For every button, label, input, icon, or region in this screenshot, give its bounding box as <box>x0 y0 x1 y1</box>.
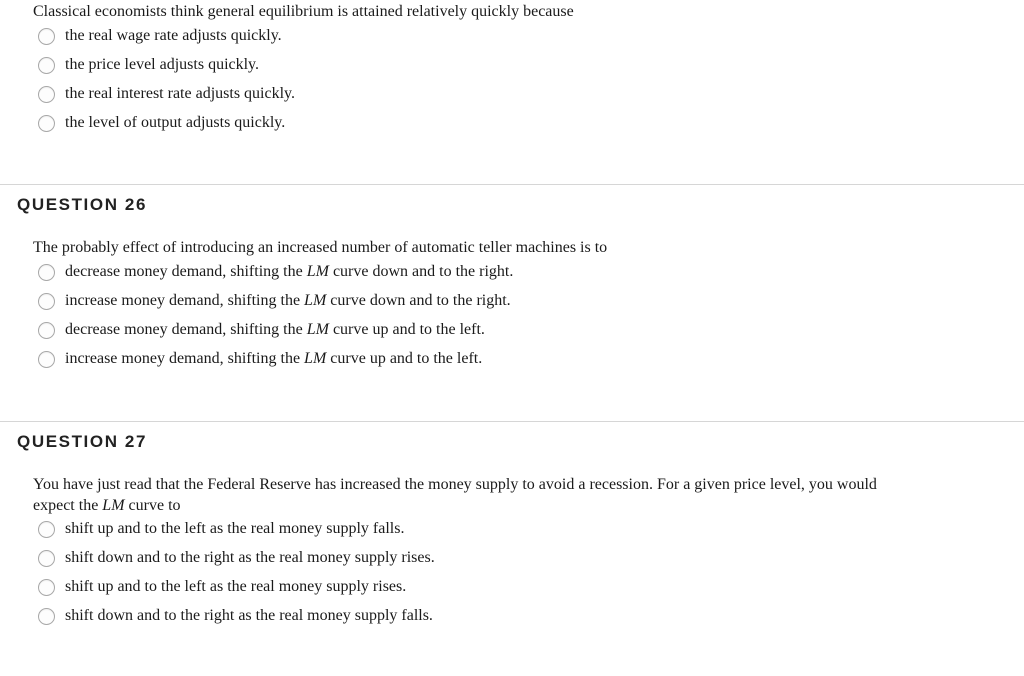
prompt-line: You have just read that the Federal Reserve has increased the money supply to avoid a recession. For a given price level, you would <box>33 476 877 493</box>
prompt-line: expect the LM curve to <box>33 497 181 514</box>
radio-button[interactable] <box>38 322 55 339</box>
q25-option-3[interactable] <box>38 83 295 105</box>
radio-button[interactable] <box>38 86 55 103</box>
question-27-title: QUESTION 27 <box>17 432 148 451</box>
q27-option-3[interactable] <box>38 576 406 598</box>
radio-button[interactable] <box>38 264 55 281</box>
radio-button[interactable] <box>38 115 55 132</box>
option-label: shift up and to the left as the real money supply falls. <box>65 520 405 537</box>
radio-button[interactable] <box>38 550 55 567</box>
option-label: shift down and to the right as the real money supply rises. <box>65 549 435 566</box>
q25-option-2[interactable] <box>38 54 259 76</box>
radio-button[interactable] <box>38 521 55 538</box>
radio-button[interactable] <box>38 608 55 625</box>
option-label: the level of output adjusts quickly. <box>65 114 286 131</box>
question-divider <box>0 421 1024 422</box>
q26-option-2[interactable] <box>38 290 511 312</box>
option-label: increase money demand, shifting the LM curve down and to the right. <box>65 292 511 309</box>
option-label: the real wage rate adjusts quickly. <box>65 27 282 44</box>
option-label: shift up and to the left as the real money supply rises. <box>65 578 407 595</box>
question-divider <box>0 184 1024 185</box>
question-27-prompt <box>33 474 877 516</box>
radio-button[interactable] <box>38 293 55 310</box>
question-25-prompt: Classical economists think general equilibrium is attained relatively quickly because <box>33 3 574 20</box>
option-label: shift down and to the right as the real money supply falls. <box>65 607 433 624</box>
option-label: the price level adjusts quickly. <box>65 56 260 73</box>
q26-option-1[interactable] <box>38 261 513 283</box>
option-label: decrease money demand, shifting the LM curve down and to the right. <box>65 263 514 280</box>
q26-option-4[interactable] <box>38 348 482 370</box>
option-label: the real interest rate adjusts quickly. <box>65 85 295 102</box>
q27-option-1[interactable] <box>38 518 404 540</box>
radio-button[interactable] <box>38 579 55 596</box>
q25-option-4[interactable] <box>38 112 285 134</box>
q27-option-2[interactable] <box>38 547 435 569</box>
radio-button[interactable] <box>38 57 55 74</box>
q26-option-3[interactable] <box>38 319 485 341</box>
radio-button[interactable] <box>38 351 55 368</box>
q25-option-1[interactable] <box>38 25 282 47</box>
question-26-title: QUESTION 26 <box>17 195 148 214</box>
radio-button[interactable] <box>38 28 55 45</box>
q27-option-4[interactable] <box>38 605 433 627</box>
question-26-prompt: The probably effect of introducing an increased number of automatic teller machines is to <box>33 239 608 256</box>
option-label: increase money demand, shifting the LM curve up and to the left. <box>65 350 483 367</box>
option-label: decrease money demand, shifting the LM curve up and to the left. <box>65 321 485 338</box>
